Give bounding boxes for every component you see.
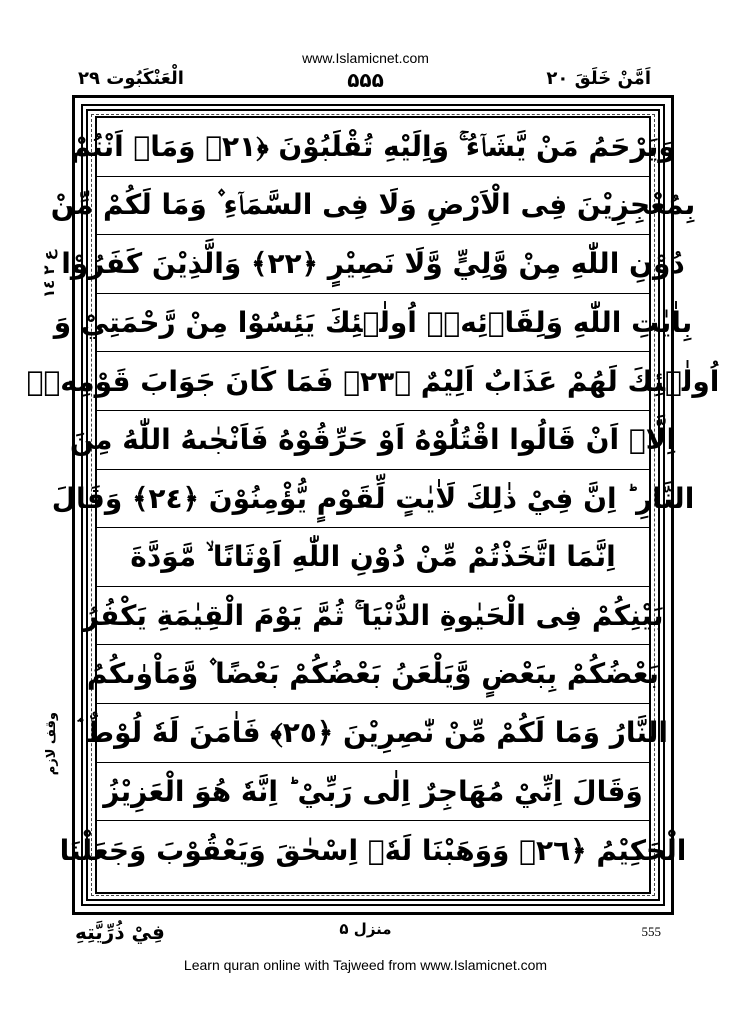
page-number-header: ۵۵۵ — [347, 68, 384, 92]
text-line-9: بَيْنِكُمْ فِى الْحَيٰوةِ الدُّنْيَا ۚ ثُمَّ يَوْمَ الْقِيٰمَةِ يَكْفُرُ — [97, 587, 649, 646]
text-line-12: وَقَالَ اِنِّيْ مُهَاجِرٌ اِلٰى رَبِّيْ ؕ اِنَّهٗ هُوَ الْعَزِيْزُ — [97, 763, 649, 822]
text-line-4: بِاٰيٰتِ اللّٰهِ وَلِقَاۤئِهٖۤ اُولٰۤئِكَ يَئِسُوْا مِنْ رَّحْمَتِيْ وَ — [97, 294, 649, 353]
text-line-2: بِمُعْجِزِيْنَ فِى الْاَرْضِ وَلَا فِى السَّمَاۤءِ ۫ وَمَا لَكُمْ مِّنْ — [97, 177, 649, 236]
waqf-mark: وقف لازم — [44, 712, 59, 776]
text-line-3: دُوْنِ اللّٰهِ مِنْ وَّلِيٍّ وَّلَا نَصِيْرٍ ﴿٢٢﴾ وَالَّذِيْنَ كَفَرُوْا — [97, 235, 649, 294]
header-site-url: www.Islamicnet.com — [302, 50, 429, 66]
text-line-7: النَّارِ ؕ اِنَّ فِيْ ذٰلِكَ لَاٰيٰتٍ لِّقَوْمٍ يُّؤْمِنُوْنَ ﴿٢٤﴾ وَقَالَ — [97, 470, 649, 529]
juz-name: اَمَّنْ خَلَقَ ٢٠ — [546, 68, 651, 89]
text-line-5: اُولٰۤئِكَ لَهُمْ عَذَابٌ اَلِيْمٌ ﴿٢٣﴾ فَمَا كَانَ جَوَابَ قَوْمِهٖۤ — [97, 352, 649, 411]
page-number-footer: 555 — [641, 924, 661, 939]
surah-name: الْعَنْكَبُوت ٢٩ — [78, 68, 184, 89]
text-line-13: الْحَكِيْمُ ﴿٢٦﴾ وَوَهَبْنَا لَهٗۤ اِسْحٰقَ وَيَعْقُوْبَ وَجَعَلْنَا — [59, 833, 687, 867]
text-line-11: النَّارُ وَمَا لَكُمْ مِّنْ نّٰصِرِيْنَ ﴿٢٥﴾ فَاٰمَنَ لَهٗ لُوْطٌ ۘ — [97, 704, 649, 763]
text-line-8: اِنَّمَا اتَّخَذْتُمْ مِّنْ دُوْنِ اللّٰهِ اَوْثَانًا ۙ مَّوَدَّةَ — [97, 528, 649, 587]
footer-site-url: Learn quran online with Tajweed from www.Islamicnet.com — [183, 957, 548, 973]
ruku-mark: ع ٢ ١٤ — [40, 250, 58, 299]
manzil-label: منزل ۵ — [339, 920, 392, 938]
text-line-1: وَيَرْحَمُ مَنْ يَّشَاۤءُ ۚ وَاِلَيْهِ تُقْلَبُوْنَ ﴿٢١﴾ وَمَاۤ اَنْتُمْ — [97, 118, 649, 177]
next-page-word: فِيْ ذُرِّيَّتِهِ — [75, 920, 165, 944]
text-line-10: بَعْضُكُمْ بِبَعْضٍ وَّيَلْعَنُ بَعْضُكُمْ بَعْضًا ۫ وَّمَاْوٰىكُمُ — [97, 645, 649, 704]
text-line-6: اِلَّاۤ اَنْ قَالُوا اقْتُلُوْهُ اَوْ حَرِّقُوْهُ فَاَنْجٰىهُ اللّٰهُ مِنَ — [97, 411, 649, 470]
